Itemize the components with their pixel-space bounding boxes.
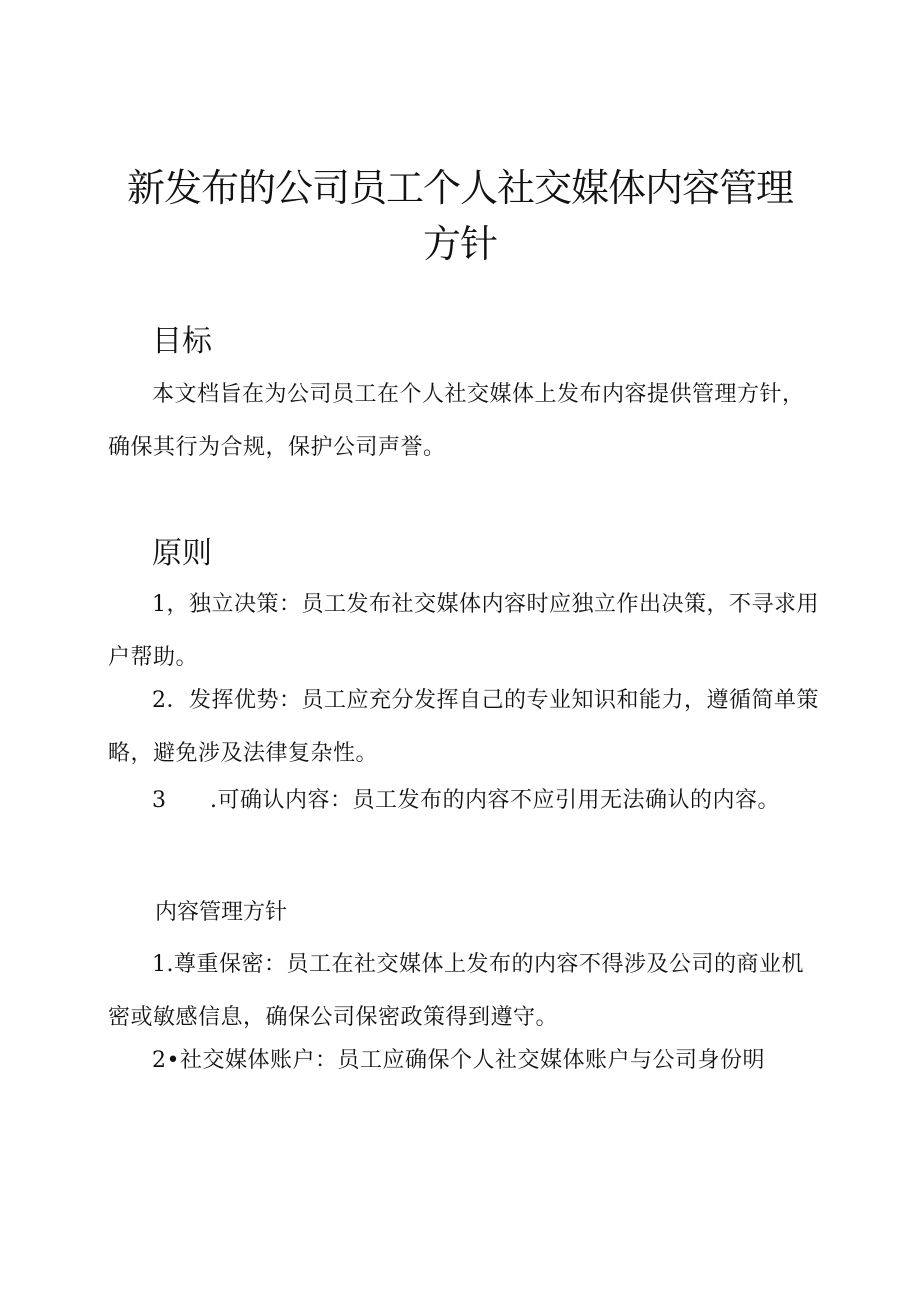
principle-item-2: 2．发挥优势：员工应充分发挥自己的专业知识和能力，遵循简单策略，避免涉及法律复杂性。 [108,688,819,766]
principle-item-3 [108,774,820,827]
section-heading-principles: 原则 [152,536,212,571]
section-heading-goal: 目标 [152,324,212,359]
section-heading-content-policy: 内容管理方针 [155,900,288,925]
principle-item-3-number: 3 [152,788,167,813]
policy-item-2: 2•社交媒体账户：员工应确保个人社交媒体账户与公司身份明 [152,1048,765,1073]
document-title: 新发布的公司员工个人社交媒体内容管理方针 [126,166,793,266]
goal-paragraph: 本文档旨在为公司员工在个人社交媒体上发布内容提供管理方针，确保其行为合规，保护公司声誉。 [108,382,805,460]
principle-item-3-text: .可确认内容：员工发布的内容不应引用无法确认的内容。 [210,788,780,813]
policy-item-1: 1.尊重保密：员工在社交媒体上发布的内容不得涉及公司的商业机密或敏感信息，确保公司保密政策得到遵守。 [108,952,804,1030]
principle-item-1: 1，独立决策：员工发布社交媒体内容时应独立作出决策，不寻求用户帮助。 [108,592,819,670]
